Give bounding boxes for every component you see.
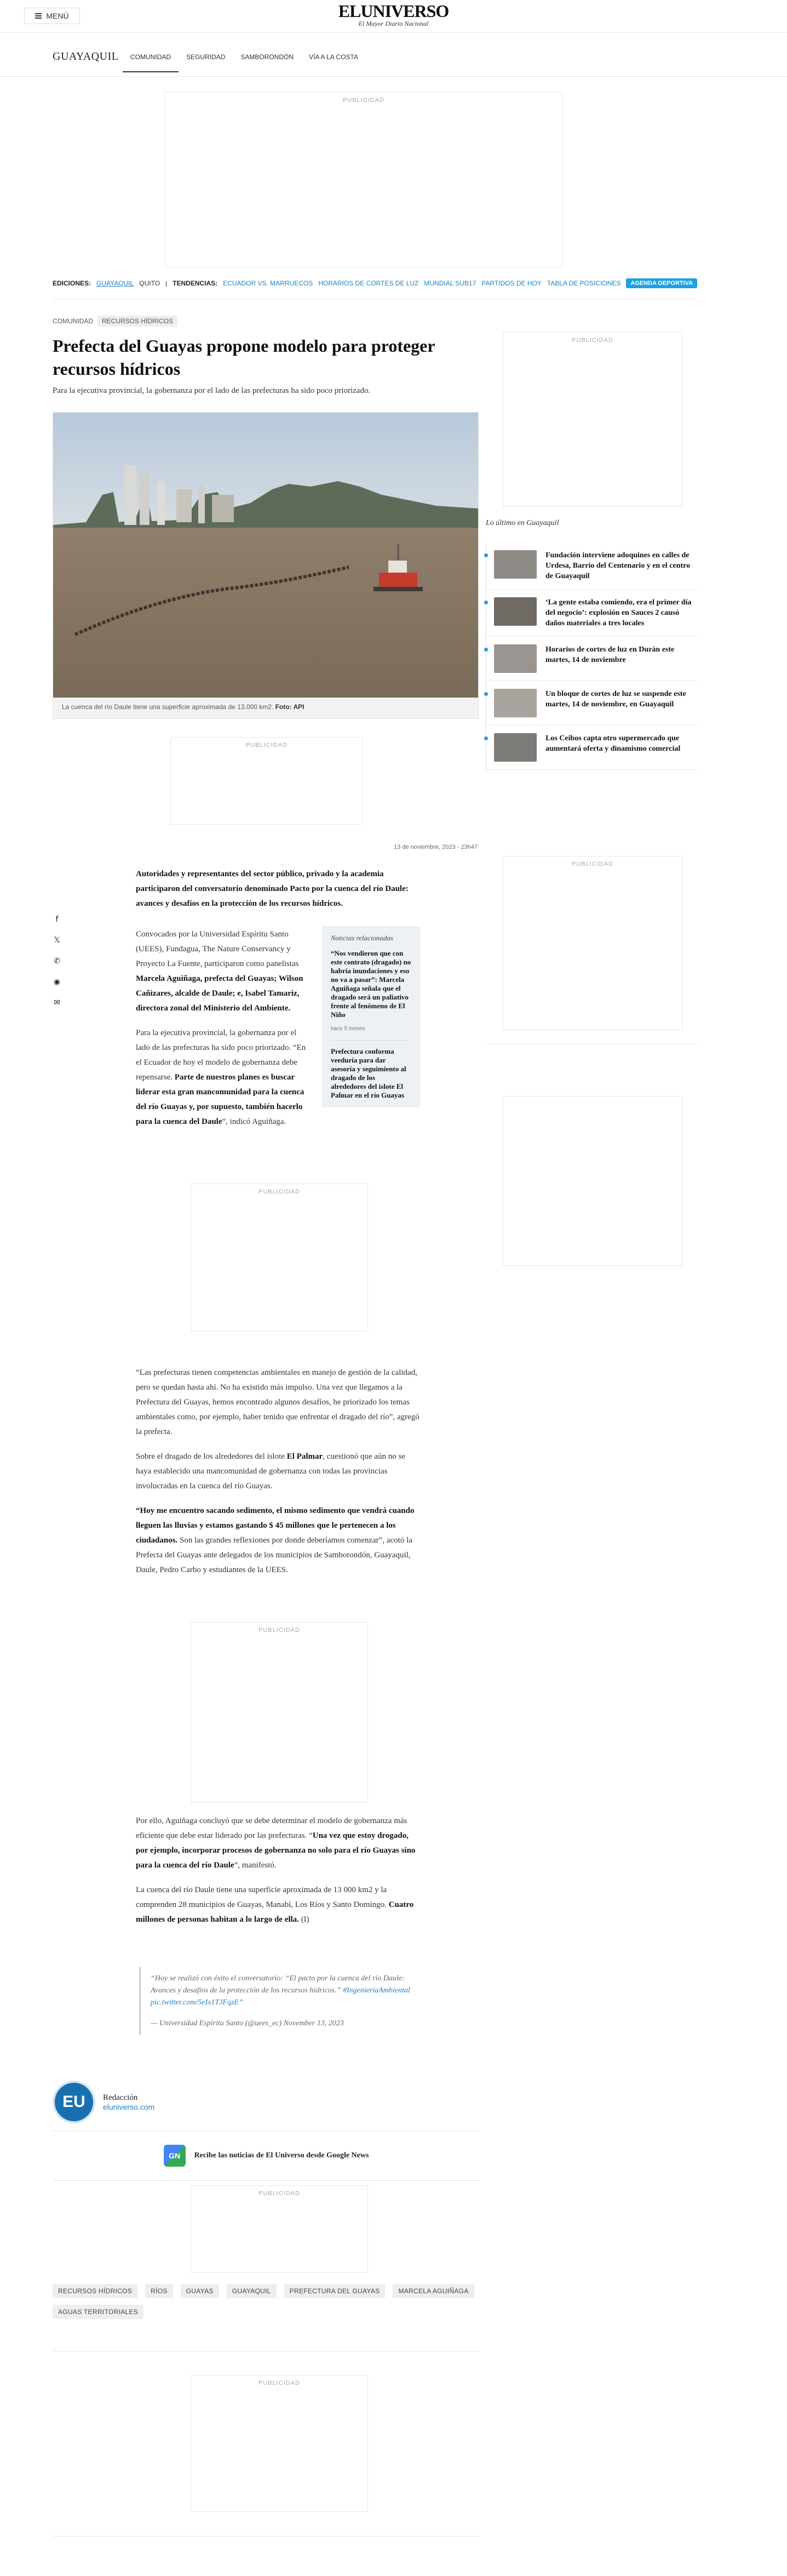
trend-link[interactable]: ECUADOR VS. MARRUECOS (223, 279, 313, 287)
ad-slot-inline-3[interactable] (191, 1622, 368, 1803)
ad-slot-top[interactable] (164, 92, 563, 267)
hero-image[interactable] (53, 412, 479, 719)
ad-label: PUBLICIDAD (571, 861, 614, 867)
google-news-icon: GN (164, 2145, 186, 2167)
latest-item-title: ‘La gente estaba comiendo, era el primer día del negocio’: explosión en Sauces 2 causó daños materiales a tres locales (545, 598, 692, 627)
divider (53, 2536, 480, 2537)
latest-item-title: Los Ceibos capta otro supermercado que aumentará oferta y dinamismo comercial (545, 734, 681, 753)
latest-item[interactable] (486, 542, 697, 590)
trend-link[interactable]: MUNDIAL SUB17 (424, 279, 476, 287)
latest-item-title: Horarios de cortes de luz en Durán este martes, 14 de noviembre (545, 646, 675, 664)
article-lead: Autoridades y representantes del sector público, privado y la academia participaron del conversatorio denominado Pacto por la cuenca del río Daule: avances y desafíos en la protección de los recursos hídricos. (136, 870, 409, 908)
section-link-seguridad[interactable]: SEGURIDAD (186, 53, 226, 61)
latest-item-title: Fundación interviene adoquines en calles de Urdesa, Barrio del Centenario y en el centro de Guayaquil (545, 551, 691, 580)
article-headline: Prefecta del Guayas propone modelo para proteger recursos hídricos (53, 336, 435, 379)
ad-label: PUBLICIDAD (258, 1627, 301, 1633)
top-header (0, 0, 787, 33)
tweet-text: “Hoy se realizó con éxito el conversatorio: “El pacto por la cuenca del río Daule: Avances y desafíos de la protección de los recursos hídricos.” (151, 1974, 405, 1995)
trends-label: TENDENCIAS: (173, 279, 218, 287)
latest-item[interactable] (486, 681, 697, 726)
article-body-top (136, 867, 421, 921)
latest-item-thumbnail (494, 597, 537, 626)
hero-photo (53, 413, 478, 698)
author-card (53, 2081, 154, 2123)
section-title[interactable]: GUAYAQUIL (53, 50, 119, 62)
paragraph-text: (I) (298, 1915, 309, 1924)
twitter-icon[interactable]: 𝕏 (54, 936, 60, 945)
article-dek: Para la ejecutiva provincial, la gobernanza por el lado de las prefecturas ha sido poco priorizado. (53, 386, 371, 395)
latest-news-list (486, 542, 697, 770)
site-logo[interactable] (0, 2, 787, 27)
editions-label: EDICIONES: (53, 279, 91, 287)
section-link-via-a-la-costa[interactable]: VÍA A LA COSTA (309, 53, 358, 61)
paragraph-text: Por ello, Aguiñaga concluyó que se debe determinar el modelo de gobernanza más eficiente que debe estar liderado por las prefecturas. “ (136, 1817, 407, 1840)
section-links (123, 50, 366, 72)
separator: | (165, 279, 168, 287)
paragraph-bold: Parte de nuestros planes es buscar liderar esta gran mancomunidad para la cuenca del río Guayas y, por supuesto, también hacerlo para la cuenca del Daule (136, 1073, 305, 1126)
share-bar (53, 915, 61, 1007)
paragraph (136, 1814, 421, 1873)
latest-item-thumbnail (494, 644, 537, 673)
tag-item[interactable]: MARCELA AGUIÑAGA (393, 2284, 474, 2298)
image-caption (62, 703, 304, 711)
google-news-text: Recibe las noticias de El Universo desde Google News (194, 2151, 369, 2160)
ad-label: PUBLICIDAD (245, 742, 288, 749)
trend-link[interactable]: TABLA DE POSICIONES (547, 279, 621, 287)
latest-item-title: Un bloque de cortes de luz se suspende este martes, 14 de noviembre, en Guayaquil (545, 690, 686, 709)
breadcrumb (53, 316, 177, 327)
latest-title: Lo último en Guayaquil (486, 519, 559, 527)
paragraph-bold: Una vez que estoy drogado, por ejemplo, incorporar procesos de gobernanza no solo para el río Guayas sino para la cuenca del río Daule (136, 1831, 416, 1870)
sidebar-ad-3[interactable] (503, 1096, 682, 1266)
latest-item-thumbnail (494, 550, 537, 579)
section-nav (0, 33, 787, 77)
tag-item[interactable]: AGUAS TERRITORIALES (53, 2305, 143, 2319)
author-site-link[interactable]: eluniverso.com (103, 2102, 155, 2111)
facebook-icon[interactable]: f (55, 915, 59, 924)
paragraph-text: La cuenca del río Daule tiene una superficie aproximada de 13 000 km2 y la comprenden 28 municipios de Guayas, Manabí, Los Ríos y Santo Domingo. (136, 1886, 389, 1909)
paragraph-text: Convocados por la Universidad Espíritu Santo (UEES), Fundagua, The Nature Conservancy y Proyecto La Fuente, participaron como panelistas (136, 930, 299, 968)
author-name: Redacción (103, 2093, 138, 2102)
logo-tagline: El Mayor Diario Nacional (358, 20, 429, 27)
edition-guayaquil[interactable]: GUAYAQUIL (96, 279, 134, 287)
paragraph-bold: Marcela Aguiñaga, prefecta del Guayas; Wilson Cañizares, alcalde de Daule; e, Isabel Tamariz, directora zonal del Ministerio del Ambiente. (136, 974, 303, 1013)
ad-slot-inline-2[interactable] (191, 1184, 368, 1332)
ad-label: PUBLICIDAD (571, 337, 614, 344)
tag-item[interactable]: GUAYAS (181, 2284, 219, 2298)
email-icon[interactable]: ✉ (54, 998, 60, 1007)
tag-item[interactable]: RECURSOS HÍDRICOS (53, 2284, 137, 2298)
logo-brand: ELUNIVERSO (338, 1, 449, 21)
paragraph-bold: El Palmar (286, 1452, 323, 1461)
latest-item-thumbnail (494, 733, 537, 762)
ad-label: PUBLICIDAD (258, 2380, 301, 2386)
ad-slot-inline-1[interactable] (171, 737, 363, 825)
tag-item[interactable]: GUAYAQUIL (227, 2284, 277, 2298)
paragraph-text: ”, manifestó. (234, 1861, 277, 1870)
latest-item[interactable] (486, 726, 697, 770)
section-link-comunidad[interactable]: COMUNIDAD (123, 50, 179, 72)
ad-label: PUBLICIDAD (258, 1189, 301, 1195)
avatar[interactable]: EU (53, 2081, 95, 2123)
paragraph-text: ”, indicó Aguiñaga. (222, 1117, 286, 1126)
latest-item[interactable] (486, 637, 697, 681)
related-item-text: Prefectura conforma veeduría para dar asesoría y seguimiento al dragado de los alrededores del islote El Palmar en el río Guayas (331, 1047, 406, 1099)
section-link-samborondon[interactable]: SAMBORONDÓN (240, 53, 294, 61)
tag-item[interactable]: PREFECTURA DEL GUAYAS (284, 2284, 386, 2298)
related-item-text: “Nos vendieron que con este contrato (dragado) no habría inundaciones y eso no va a pasar”: Marcela Aguiñaga señala que el dragado será un paliativo frente al fenómeno de El Niño (331, 949, 411, 1019)
tweet-link[interactable]: #IngenieríaAmbiental pic.twitter.com/5eIx1TJFqzE” (151, 1986, 410, 2007)
tweet-signature: — Universidad Espíritu Santo (@uees_ec) November 13, 2023 (151, 2019, 344, 2027)
trend-link[interactable]: PARTIDOS DE HOY (481, 279, 542, 287)
latest-item-thumbnail (494, 689, 537, 717)
paragraph-bold: “Hoy me encuentro sacando sedimento, el mismo sedimento que vendrá cuando lleguen las lluvias y estamos gastando $ 45 millones que le pertenecen a los ciudadanos. (136, 1506, 415, 1545)
article-body-col1 (136, 927, 311, 1139)
menu-label: MENÚ (46, 12, 69, 20)
messenger-icon[interactable]: ◉ (53, 978, 61, 986)
tag-list (53, 2284, 480, 2319)
trend-link[interactable]: HORARIOS DE CORTES DE LUZ (318, 279, 419, 287)
paragraph-text: Sobre el dragado de los alrededores del islote (136, 1452, 287, 1461)
related-item-meta: hace 5 meses (331, 1026, 365, 1032)
paragraph (136, 1883, 421, 1927)
sidebar-ad-1[interactable] (503, 332, 682, 506)
trends-bar (53, 277, 693, 290)
ad-slot-bottom[interactable] (191, 2375, 368, 2512)
caption-credit: Foto: API (275, 703, 305, 711)
agenda-deportiva-button[interactable]: AGENDA DEPORTIVA (626, 278, 697, 288)
ad-label: PUBLICIDAD (258, 2190, 301, 2197)
whatsapp-icon[interactable]: ✆ (54, 957, 60, 966)
paragraph (136, 1504, 421, 1578)
google-news-banner[interactable] (53, 2131, 480, 2181)
latest-item[interactable] (486, 590, 697, 637)
paragraph-bold: Cuatro millones de personas habitan a lo largo de ella. (136, 1900, 414, 1924)
breadcrumb-comunidad[interactable]: COMUNIDAD (53, 317, 93, 325)
ad-label: PUBLICIDAD (342, 97, 385, 104)
ad-slot-inline-4[interactable] (191, 2185, 368, 2273)
publish-date: 13 de noviembre, 2023 - 23h47 (394, 844, 478, 850)
sidebar-ad-2[interactable] (503, 856, 682, 1030)
embedded-tweet (139, 1967, 420, 2035)
tag-item[interactable]: RÍOS (145, 2284, 173, 2298)
paragraph (136, 1026, 311, 1129)
related-news-box (322, 926, 421, 1107)
article-body-mid (136, 1366, 421, 1587)
breadcrumb-recursos-hidricos[interactable]: RECURSOS HÍDRICOS (97, 316, 177, 327)
article-body-bottom (136, 1814, 421, 1937)
paragraph-text: , cuestionó que aún no se haya establecido una mancomunidad de gobernanza con todas las provincias involucradas en la cuenca del río Guayas. (136, 1452, 405, 1490)
related-item[interactable] (331, 1047, 412, 1100)
paragraph-text: Para la ejecutiva provincial, la gobernanza por el lado de las prefecturas ha sido poco priorizado. “En el Ecuador de hoy el modelo de gobernanza debe repensarse. (136, 1029, 306, 1082)
related-item[interactable] (331, 949, 412, 1041)
paragraph (136, 1449, 421, 1494)
paragraph-text: Son las grandes reflexiones por donde deberíamos comenzar”, acotó la Prefecta del Guayas ante delegados de los municipios de Samborondón, Guayaquil, Daule, Pedro Carbo y estudiantes de la UEES. (136, 1536, 412, 1574)
caption-text: La cuenca del río Daule tiene una superficie aproximada de 13.000 km2. (62, 703, 274, 711)
edition-quito[interactable]: QUITO (139, 279, 160, 287)
paragraph (136, 927, 311, 1016)
related-title: Noticias relacionadas (331, 934, 393, 942)
paragraph: “Las prefecturas tienen competencias ambientales en manejo de gestión de la calidad, pero se quedan hasta ahí. No ha existido más impulso. Una vez que llegamos a la Prefectura del Guayas, hemos encontrado algunos desafíos, he priorizado los temas ambientales como, por ejemplo, haber tenido que enfrentar el dragado del río”, agregó la prefecta. (136, 1368, 420, 1436)
